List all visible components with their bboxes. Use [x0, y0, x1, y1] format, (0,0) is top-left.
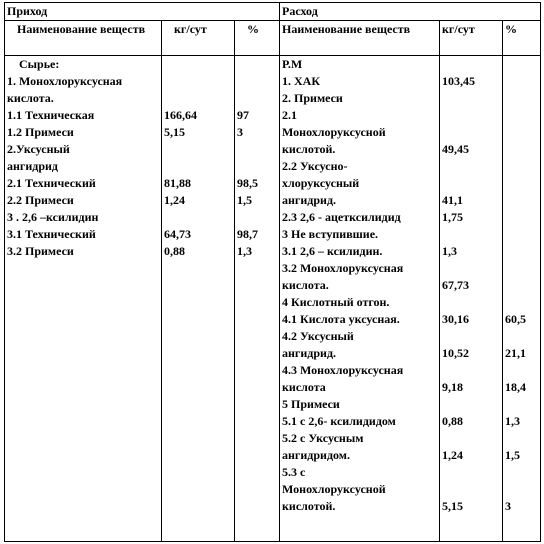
expense-item-pct: [505, 56, 538, 73]
expense-item-name: 4 Кислотный отгон.: [282, 295, 390, 309]
income-item-pct: 3: [237, 125, 243, 139]
expense-item-qty: [442, 124, 500, 141]
expense-item-pct: 60,5: [505, 312, 527, 326]
income-item-name: Сырье:: [19, 57, 60, 71]
expense-item-qty: 103,45: [442, 74, 476, 88]
income-item-pct: 1,3: [237, 244, 252, 258]
expense-item-name: 2. Примеси: [282, 91, 343, 105]
expense-item-pct: [505, 124, 538, 141]
expense-item-name: Р.М: [282, 57, 303, 71]
expense-pct-cell: [503, 56, 541, 542]
expense-item-pct: [505, 175, 538, 192]
expense-item-qty: [442, 158, 500, 175]
expense-item-name: ангидрид.: [282, 193, 337, 207]
expense-item-qty: [442, 90, 500, 107]
expense-item-name: кислотой.: [282, 142, 336, 156]
expense-item-pct: [505, 260, 538, 277]
income-item-qty: [164, 73, 232, 90]
expense-item-name: 5.3 с: [282, 465, 306, 479]
expense-item-pct: [505, 277, 538, 294]
expense-item-qty: 1,75: [442, 210, 464, 224]
expense-item-name: 3.2 Монохлоруксусная: [282, 261, 404, 275]
expense-item-qty: [442, 260, 500, 277]
income-item-name: кислота.: [7, 91, 54, 105]
expense-item-pct: [505, 158, 538, 175]
expense-item-pct: [505, 141, 538, 158]
income-pct-header: %: [235, 21, 280, 56]
expense-item-pct: [505, 243, 538, 260]
expense-item-pct: [505, 481, 538, 498]
expense-item-name: ангидрид.: [282, 346, 337, 360]
income-item-name: 2.2 Примеси: [7, 193, 74, 207]
expense-item-name: хлоруксусный: [282, 176, 360, 190]
income-item-pct: 98,7: [237, 227, 258, 241]
expense-item-pct: [505, 396, 538, 413]
expense-item-qty: [442, 107, 500, 124]
expense-item-qty: [442, 226, 500, 243]
income-item-pct: [237, 141, 277, 158]
expense-item-pct: [505, 294, 538, 311]
expense-item-qty: 67,73: [442, 278, 470, 292]
expense-item-name: кислотой.: [282, 499, 336, 513]
income-item-qty: [164, 209, 232, 226]
expense-item-pct: 1,3: [505, 414, 521, 428]
income-item-qty: 64,73: [164, 227, 191, 241]
income-item-name: 1.2 Примеси: [7, 125, 74, 139]
expense-item-qty: 0,88: [442, 414, 464, 428]
expense-item-name: 2.1: [282, 108, 298, 122]
income-item-pct: [237, 90, 277, 107]
expense-qty-cell: [440, 56, 503, 542]
expense-names-cell: [280, 56, 440, 542]
income-item-name: 1.1 Техническая: [7, 108, 95, 122]
income-unit-header: кг/сут: [162, 21, 235, 56]
expense-item-qty: [442, 175, 500, 192]
income-item-qty: 81,88: [164, 176, 191, 190]
expense-item-qty: 41,1: [442, 193, 464, 207]
expense-item-name: Монохлоруксусной: [282, 125, 386, 139]
income-item-qty: [164, 56, 232, 73]
income-item-qty: [164, 141, 232, 158]
column-header-row: [5, 21, 541, 56]
page: [4, 2, 540, 542]
expense-item-name: ангидридом.: [282, 448, 350, 462]
expense-item-qty: [442, 362, 500, 379]
income-item-qty: [164, 158, 232, 175]
expense-item-name: 4.3 Монохлоруксусная: [282, 363, 404, 377]
expense-item-name: 3.1 2,6 – ксилидин.: [282, 244, 383, 258]
expense-item-name: 3 Не вступившие.: [282, 227, 379, 241]
expense-item-qty: [442, 430, 500, 447]
expense-item-qty: [442, 294, 500, 311]
expense-item-qty: [442, 396, 500, 413]
expense-item-qty: 30,16: [442, 312, 470, 326]
expense-item-pct: [505, 90, 538, 107]
expense-item-qty: 10,52: [442, 346, 470, 360]
expense-item-name: 4.2 Уксусный: [282, 329, 354, 343]
expense-item-pct: [505, 328, 538, 345]
income-item-name: ангидрид: [7, 159, 59, 173]
income-item-name: 3.2 Примеси: [7, 244, 74, 258]
material-balance-table: [4, 2, 541, 542]
expense-item-name: Монохлоруксусной: [282, 482, 386, 496]
expense-item-pct: [505, 464, 538, 481]
income-item-name: 1. Монохлоруксусная: [7, 74, 123, 88]
expense-item-qty: [442, 56, 500, 73]
income-item-pct: 97: [237, 108, 249, 122]
income-item-name: 3 . 2,6 –ксилидин: [7, 210, 99, 224]
expense-item-name: 5.2 с Уксусным: [282, 431, 364, 445]
income-names-cell: [5, 56, 162, 542]
expense-item-qty: [442, 328, 500, 345]
expense-item-qty: [442, 464, 500, 481]
expense-item-pct: [505, 209, 538, 226]
expense-item-qty: 1,24: [442, 448, 464, 462]
expense-section-title: Расход: [280, 3, 541, 21]
expense-item-name: кислота.: [282, 278, 329, 292]
income-item-pct: 98,5: [237, 176, 258, 190]
expense-name-header: Наименование веществ: [280, 21, 440, 56]
expense-item-name: 2.3 2,6 - ацетксилидид: [282, 210, 401, 224]
income-item-qty: 166,64: [164, 108, 197, 122]
section-header-row: [5, 3, 541, 21]
expense-item-pct: [505, 430, 538, 447]
expense-pct-header: %: [503, 21, 541, 56]
income-section-title: Приход: [5, 3, 280, 21]
expense-item-qty: 49,45: [442, 142, 470, 156]
expense-item-name: кислота: [282, 380, 326, 394]
expense-item-name: 2.2 Уксусно-: [282, 159, 348, 173]
expense-item-pct: 3: [505, 499, 512, 513]
income-qty-cell: [162, 56, 235, 542]
income-pct-cell: [235, 56, 280, 542]
expense-item-name: 1. ХАК: [282, 74, 321, 88]
income-item-pct: 1,5: [237, 193, 252, 207]
expense-item-name: 4.1 Кислота уксусная.: [282, 312, 400, 326]
expense-item-pct: [505, 226, 538, 243]
expense-item-pct: 1,5: [505, 448, 521, 462]
income-item-name: 3.1 Технический: [7, 227, 96, 241]
expense-item-pct: [505, 107, 538, 124]
expense-item-name: 5.1 с 2,6- ксилидидом: [282, 414, 396, 428]
income-item-qty: 1,24: [164, 193, 185, 207]
income-item-pct: [237, 73, 277, 90]
income-item-qty: 0,88: [164, 244, 185, 258]
income-item-name: 2.1 Технический: [7, 176, 96, 190]
expense-item-qty: 9,18: [442, 380, 464, 394]
income-item-name: 2.Уксусный: [7, 142, 70, 156]
expense-item-pct: 21,1: [505, 346, 527, 360]
income-item-pct: [237, 158, 277, 175]
body-row: [5, 56, 541, 542]
income-item-qty: 5,15: [164, 125, 185, 139]
income-item-qty: [164, 90, 232, 107]
income-name-header: Наименование веществ: [5, 21, 162, 56]
expense-item-qty: 1,3: [442, 244, 458, 258]
expense-item-name: 5 Примеси: [282, 397, 340, 411]
expense-unit-header: кг/сут: [440, 21, 503, 56]
expense-item-pct: 18,4: [505, 380, 527, 394]
expense-item-qty: 5,15: [442, 499, 464, 513]
income-item-pct: [237, 209, 277, 226]
expense-item-qty: [442, 481, 500, 498]
expense-item-pct: [505, 362, 538, 379]
expense-item-pct: [505, 73, 538, 90]
expense-item-pct: [505, 192, 538, 209]
income-item-pct: [237, 56, 277, 73]
